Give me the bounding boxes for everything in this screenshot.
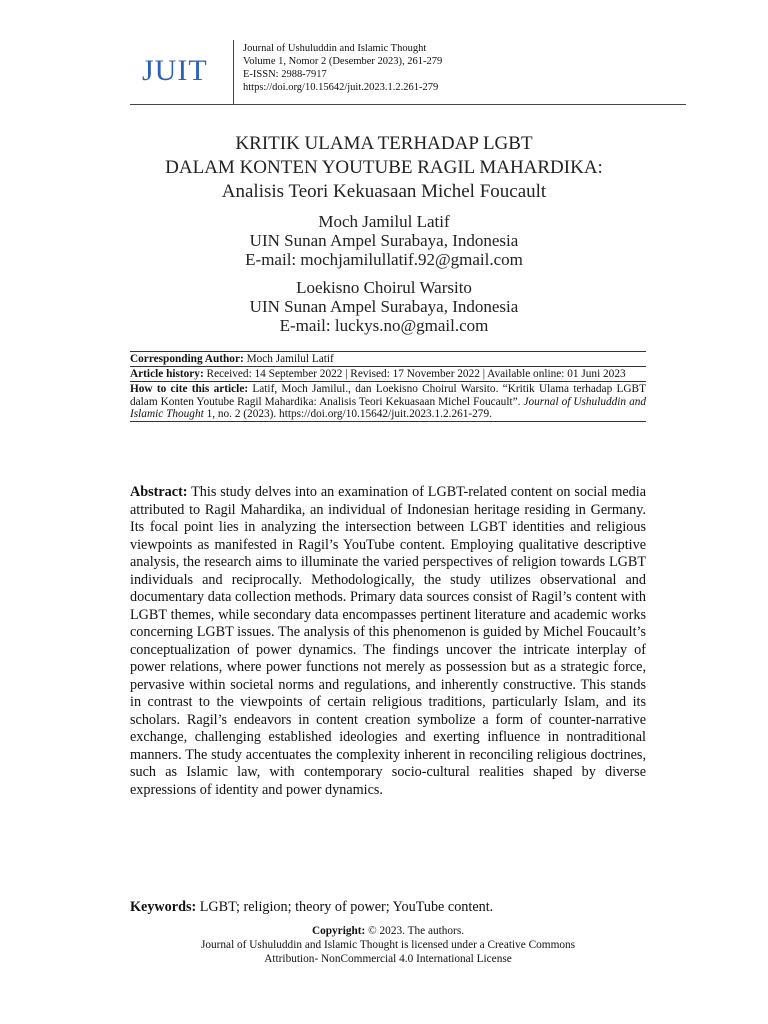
journal-logo: [142, 46, 220, 96]
copyright-notice: [100, 924, 676, 966]
corresponding-label: Corresponding Author:: [130, 353, 244, 365]
history-value: Received: 14 September 2022 | Revised: 17 November 2022 | Available online: 01 Juni 2023: [206, 368, 626, 381]
journal-header: [130, 40, 686, 104]
author-1: [0, 212, 768, 269]
article-title: [0, 132, 768, 204]
author-email[interactable]: E-mail: luckys.no@gmail.com: [279, 316, 489, 335]
article-info-box: [130, 351, 646, 422]
author-name: Moch Jamilul Latif: [318, 212, 450, 231]
cite-text: Latif, Moch Jamilul., dan Loekisno Choirul Warsito. “Kritik Ulama terhadap LGBT dalam Konten Youtube Ragil Mahardika: Analisis Teori Kekuasaan Michel Foucault”.: [130, 383, 646, 408]
history-label: Article history:: [130, 368, 204, 381]
cite-journal: Journal of Ushuluddin and Islamic Thought: [130, 395, 647, 420]
article-history-row: [130, 366, 646, 381]
cite-text-2[interactable]: 1, no. 2 (2023). https://doi.org/10.15642/juit.2023.1.2.261-279.: [206, 407, 492, 420]
header-vertical-divider: [233, 40, 234, 104]
copyright-line-2: Journal of Ushuluddin and Islamic Thought is licensed under a Creative Commons: [200, 939, 576, 951]
author-affiliation: UIN Sunan Ampel Surabaya, Indonesia: [249, 297, 519, 316]
cite-label: How to cite this article:: [130, 383, 249, 396]
journal-doi-link[interactable]: https://doi.org/10.15642/juit.2023.1.2.261-279: [243, 82, 439, 93]
title-line-1: KRITIK ULAMA TERHADAP LGBT: [235, 133, 533, 154]
journal-name: Journal of Ushuluddin and Islamic Thought: [243, 43, 427, 54]
abstract-text: This study delves into an examination of LGBT-related content on social media attributed to Ragil Mahardika, an individual of Indonesian heritage residing in Germany. Its focal point lies in analyzing the intersection between LGBT identities and religious viewpoints as manifested in Ragil’s YouTube content. Employing qualitative descriptive analysis, the research aims to illuminate the varied perspectives of religion towards LGBT individuals and reciprocally. Methodologically, the study utilizes observational and documentary data collection methods. Primary data sources consist of Ragil’s content with LGBT themes, while secondary data encompasses pertinent literature and academic works concerning LGBT issues. The analysis of this phenomenon is guided by Michel Foucault’s conceptualization of power dynamics. The findings uncover the intricate interplay of power relations, where power functions not merely as possession but as a strategic force, pervasive within societal norms and regulations, and inherently constructive. This stands in contrast to the viewpoints of certain religious traditions, particularly Islam, and its scholars. Ragil’s endeavors in content creation symbolize a form of counter-narrative exchange, challenging established ideologies and exerting influence in nontraditional manners. The study accentuates the complexity inherent in reconciling religious doctrines, such as Islamic law, with contemporary socio-cultural realities shaped by diverse expressions of identity and power dynamics.: [130, 484, 646, 798]
title-line-3: Analisis Teori Kekuasaan Michel Foucault: [221, 181, 547, 202]
author-affiliation: UIN Sunan Ampel Surabaya, Indonesia: [249, 231, 519, 250]
citation-row: [130, 381, 646, 422]
journal-volume: Volume 1, Nomor 2 (Desember 2023), 261-279: [243, 56, 443, 67]
copyright-text: © 2023. The authors.: [368, 925, 465, 937]
keywords-text: LGBT; religion; theory of power; YouTube content.: [199, 899, 494, 915]
keywords-label: Keywords:: [130, 899, 197, 915]
journal-eissn: E-ISSN: 2988-7917: [243, 69, 327, 80]
copyright-label: Copyright:: [311, 925, 366, 937]
author-2: [0, 278, 768, 335]
abstract: [130, 484, 646, 799]
abstract-label: Abstract:: [130, 484, 188, 500]
header-rule: [130, 104, 686, 105]
copyright-line-3: Attribution- NonCommercial 4.0 International License: [264, 953, 512, 965]
author-name: Loekisno Choirul Warsito: [296, 278, 472, 297]
corresponding-author-row: [130, 351, 646, 366]
title-line-2: DALAM KONTEN YOUTUBE RAGIL MAHARDIKA:: [165, 157, 603, 178]
author-email[interactable]: E-mail: mochjamilullatif.92@gmail.com: [245, 250, 523, 269]
copyright-line-1: [100, 924, 676, 938]
corresponding-value: Moch Jamilul Latif: [246, 353, 334, 365]
logo-text: JUIT: [142, 54, 208, 87]
keywords: [130, 898, 646, 916]
journal-meta: [243, 42, 442, 94]
